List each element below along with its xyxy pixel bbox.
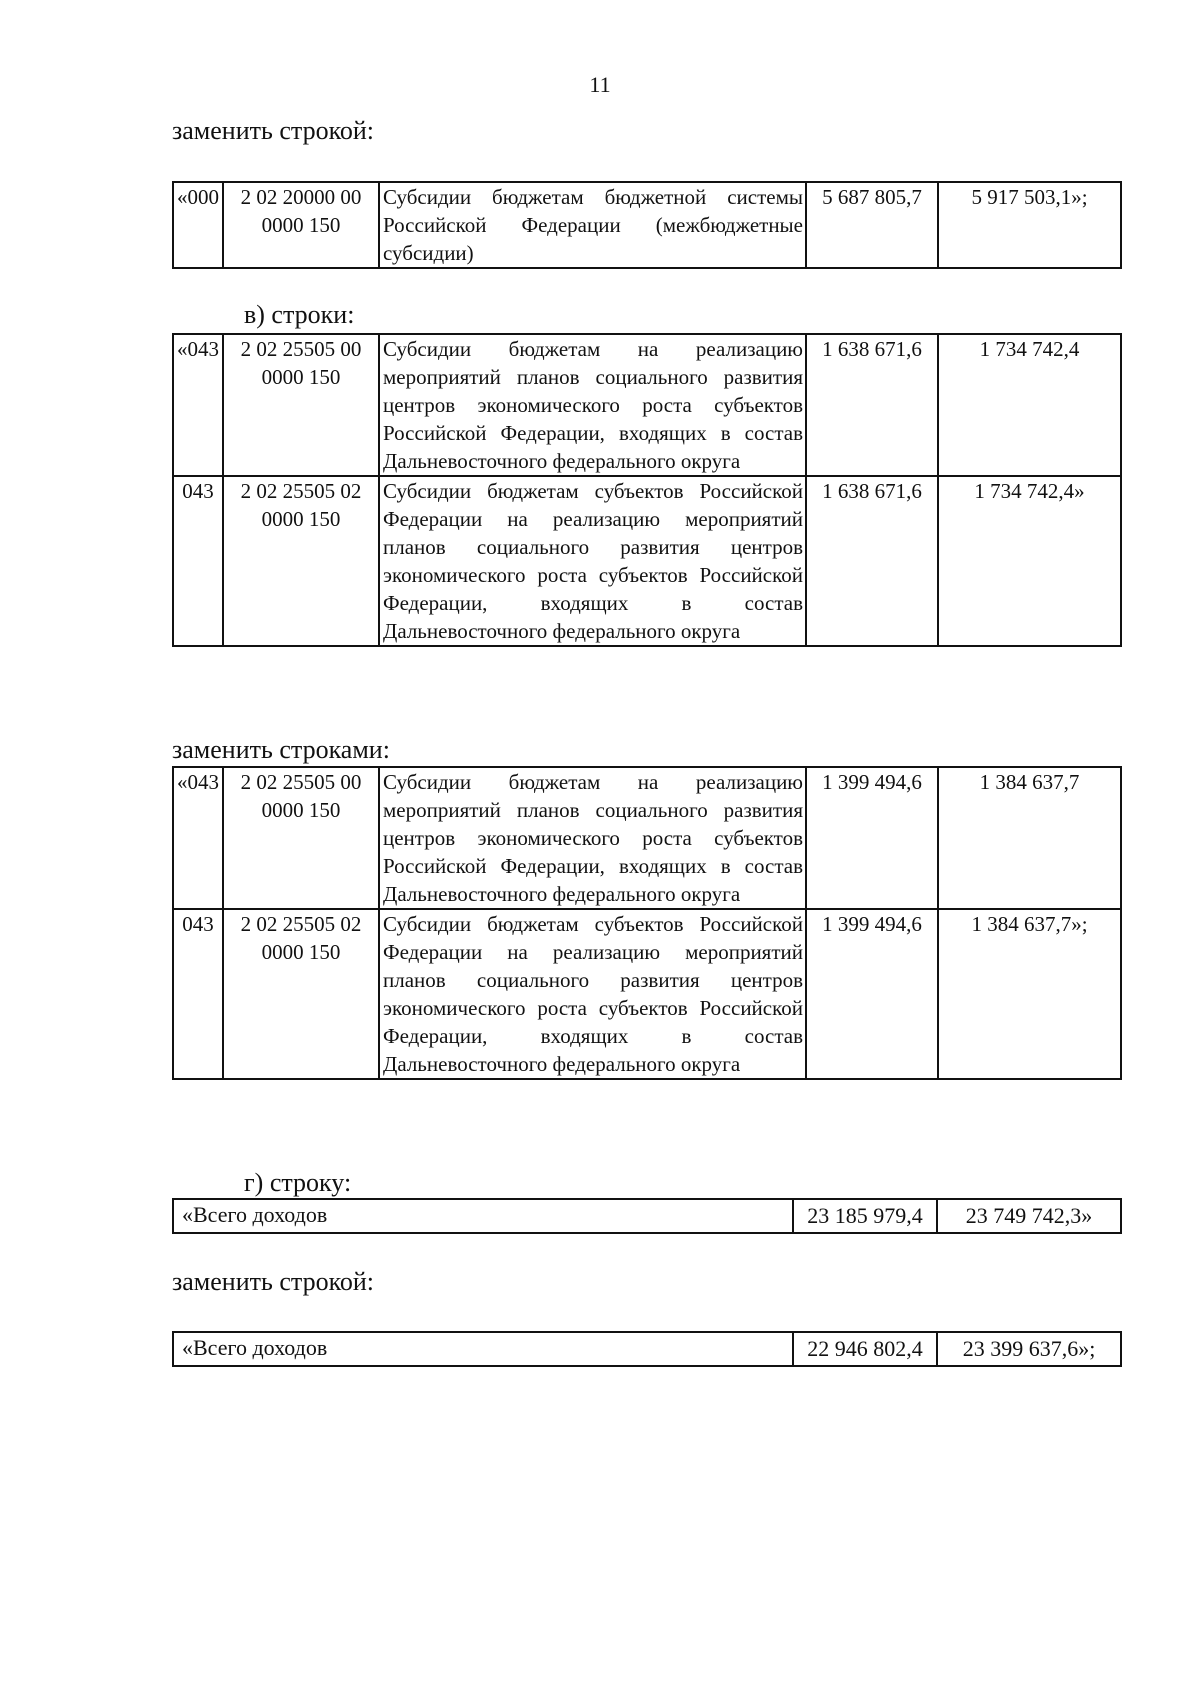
cell-description: Субсидии бюджетам на реализацию мероприятий планов социального развития центров экономического роста субъектов Российской Федерации, входящих в состав Дальневосточного федерального округа bbox=[379, 334, 806, 476]
heading-row-g: г) строку: bbox=[244, 1168, 352, 1197]
cell-amount-1: 1 399 494,6 bbox=[806, 767, 938, 909]
table-replacement-subsidies-total bbox=[172, 181, 1122, 269]
heading-replace-rows: заменить строками: bbox=[172, 735, 390, 764]
cell-total-label: «Всего доходов bbox=[173, 1199, 793, 1233]
cell-amount-1: 1 399 494,6 bbox=[806, 909, 938, 1079]
cell-amount-2: 1 384 637,7»; bbox=[938, 909, 1121, 1079]
cell-total-amount-1: 22 946 802,4 bbox=[793, 1332, 937, 1366]
table-row bbox=[173, 909, 1121, 1079]
table-row bbox=[173, 767, 1121, 909]
cell-budget-code: 2 02 25505 02 0000 150 bbox=[223, 909, 379, 1079]
heading-replace-row: заменить строкой: bbox=[172, 116, 375, 145]
cell-admin-code: «043 bbox=[173, 334, 223, 476]
table-row bbox=[173, 1332, 1121, 1366]
cell-total-amount-2: 23 749 742,3» bbox=[937, 1199, 1121, 1233]
cell-admin-code: «043 bbox=[173, 767, 223, 909]
cell-amount-2: 1 734 742,4» bbox=[938, 476, 1121, 646]
cell-admin-code: 043 bbox=[173, 909, 223, 1079]
cell-budget-code: 2 02 25505 02 0000 150 bbox=[223, 476, 379, 646]
cell-amount-2: 1 384 637,7 bbox=[938, 767, 1121, 909]
cell-total-amount-2: 23 399 637,6»; bbox=[937, 1332, 1121, 1366]
cell-total-label: «Всего доходов bbox=[173, 1332, 793, 1366]
cell-amount-2: 1 734 742,4 bbox=[938, 334, 1121, 476]
table-row bbox=[173, 182, 1121, 268]
heading-replace-row-2: заменить строкой: bbox=[172, 1267, 375, 1296]
cell-budget-code: 2 02 20000 00 0000 150 bbox=[223, 182, 379, 268]
table-row bbox=[173, 334, 1121, 476]
cell-total-amount-1: 23 185 979,4 bbox=[793, 1199, 937, 1233]
cell-description: Субсидии бюджетам субъектов Российской Федерации на реализацию мероприятий планов социального развития центров экономического роста субъектов Российской Федерации, входящих в состав Дальневосточного федерального округа bbox=[379, 476, 806, 646]
cell-amount-1: 5 687 805,7 bbox=[806, 182, 938, 268]
cell-description: Субсидии бюджетам на реализацию мероприятий планов социального развития центров экономического роста субъектов Российской Федерации, входящих в состав Дальневосточного федерального округа bbox=[379, 767, 806, 909]
cell-description: Субсидии бюджетам субъектов Российской Федерации на реализацию мероприятий планов социального развития центров экономического роста субъектов Российской Федерации, входящих в состав Дальневосточного федерального округа bbox=[379, 909, 806, 1079]
page-number: 11 bbox=[589, 72, 611, 97]
table-original-rows bbox=[172, 333, 1122, 647]
cell-amount-1: 1 638 671,6 bbox=[806, 334, 938, 476]
cell-amount-1: 1 638 671,6 bbox=[806, 476, 938, 646]
table-total-replacement bbox=[172, 1331, 1122, 1367]
cell-budget-code: 2 02 25505 00 0000 150 bbox=[223, 767, 379, 909]
table-replacement-rows bbox=[172, 766, 1122, 1080]
cell-admin-code: 043 bbox=[173, 476, 223, 646]
cell-description: Субсидии бюджетам бюджетной системы Российской Федерации (межбюджетные субсидии) bbox=[379, 182, 806, 268]
table-row bbox=[173, 476, 1121, 646]
cell-amount-2: 5 917 503,1»; bbox=[938, 182, 1121, 268]
cell-budget-code: 2 02 25505 00 0000 150 bbox=[223, 334, 379, 476]
heading-rows-v: в) строки: bbox=[244, 300, 355, 329]
cell-admin-code: «000 bbox=[173, 182, 223, 268]
table-total-original bbox=[172, 1198, 1122, 1234]
table-row bbox=[173, 1199, 1121, 1233]
